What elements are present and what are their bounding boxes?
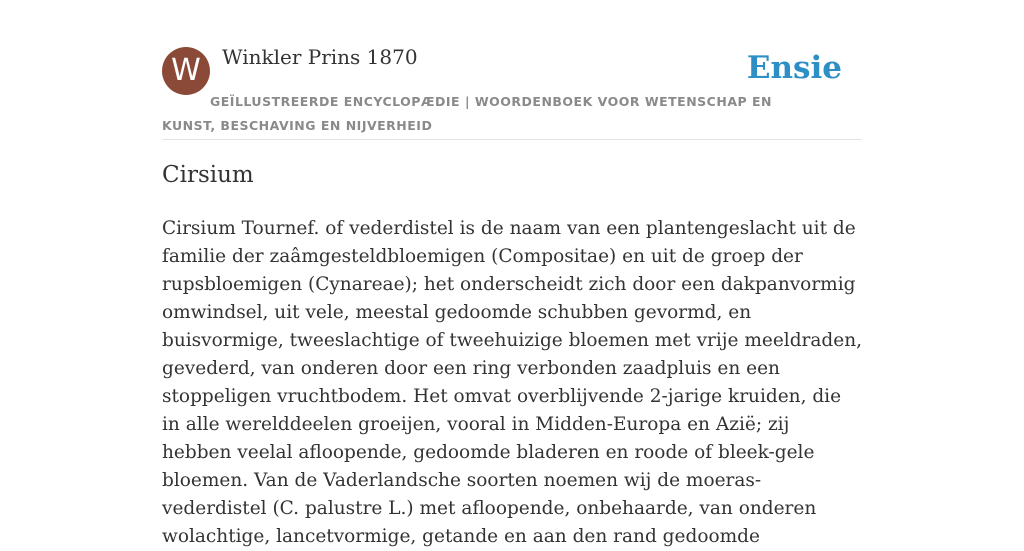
source-avatar[interactable]: W: [162, 47, 210, 95]
source-title-link[interactable]: Winkler Prins 1870: [222, 45, 418, 69]
source-header: [162, 40, 862, 140]
source-subtitle: GEÏLLUSTREERDE ENCYCLOPÆDIE | WOORDENBOEK VOOR WETENSCHAP EN KUNST, BESCHAVING EN NIJVERHEID: [162, 94, 773, 133]
ensie-logo[interactable]: Ensie: [746, 50, 842, 86]
entry-title: Cirsium: [162, 162, 254, 188]
entry-body-text: Cirsium Tournef. of vederdistel is de naam van een plantengeslacht uit de familie der zaâmgesteldbloemigen (Compositae) en uit de groep der rupsbloemigen (Cynareae); het onderscheidt zich door een dakpanvormig omwindsel, uit vele, meestal gedoomde schubben gevormd, en buisvormige, tweeslachtige of tweehuizige bloemen met vrije meeldraden, gevederd, van onderen door een ring verbonden zaadpluis en een stoppeligen vruchtbodem. Het omvat overblijvende 2-jarige kruiden, die in alle werelddeelen groeijen, vooral in Midden-Europa en Azië; zij hebben veelal afloopende, gedoomde bladeren en roode of bleek-gele bloemen. Van de Vaderlandsche soorten noemen wij de moeras-vederdistel (C. palustre L.) met afloopende, onbehaarde, van onderen wolachtige, lancetvormige, getande en aan den rand gedoomde: [162, 218, 863, 547]
